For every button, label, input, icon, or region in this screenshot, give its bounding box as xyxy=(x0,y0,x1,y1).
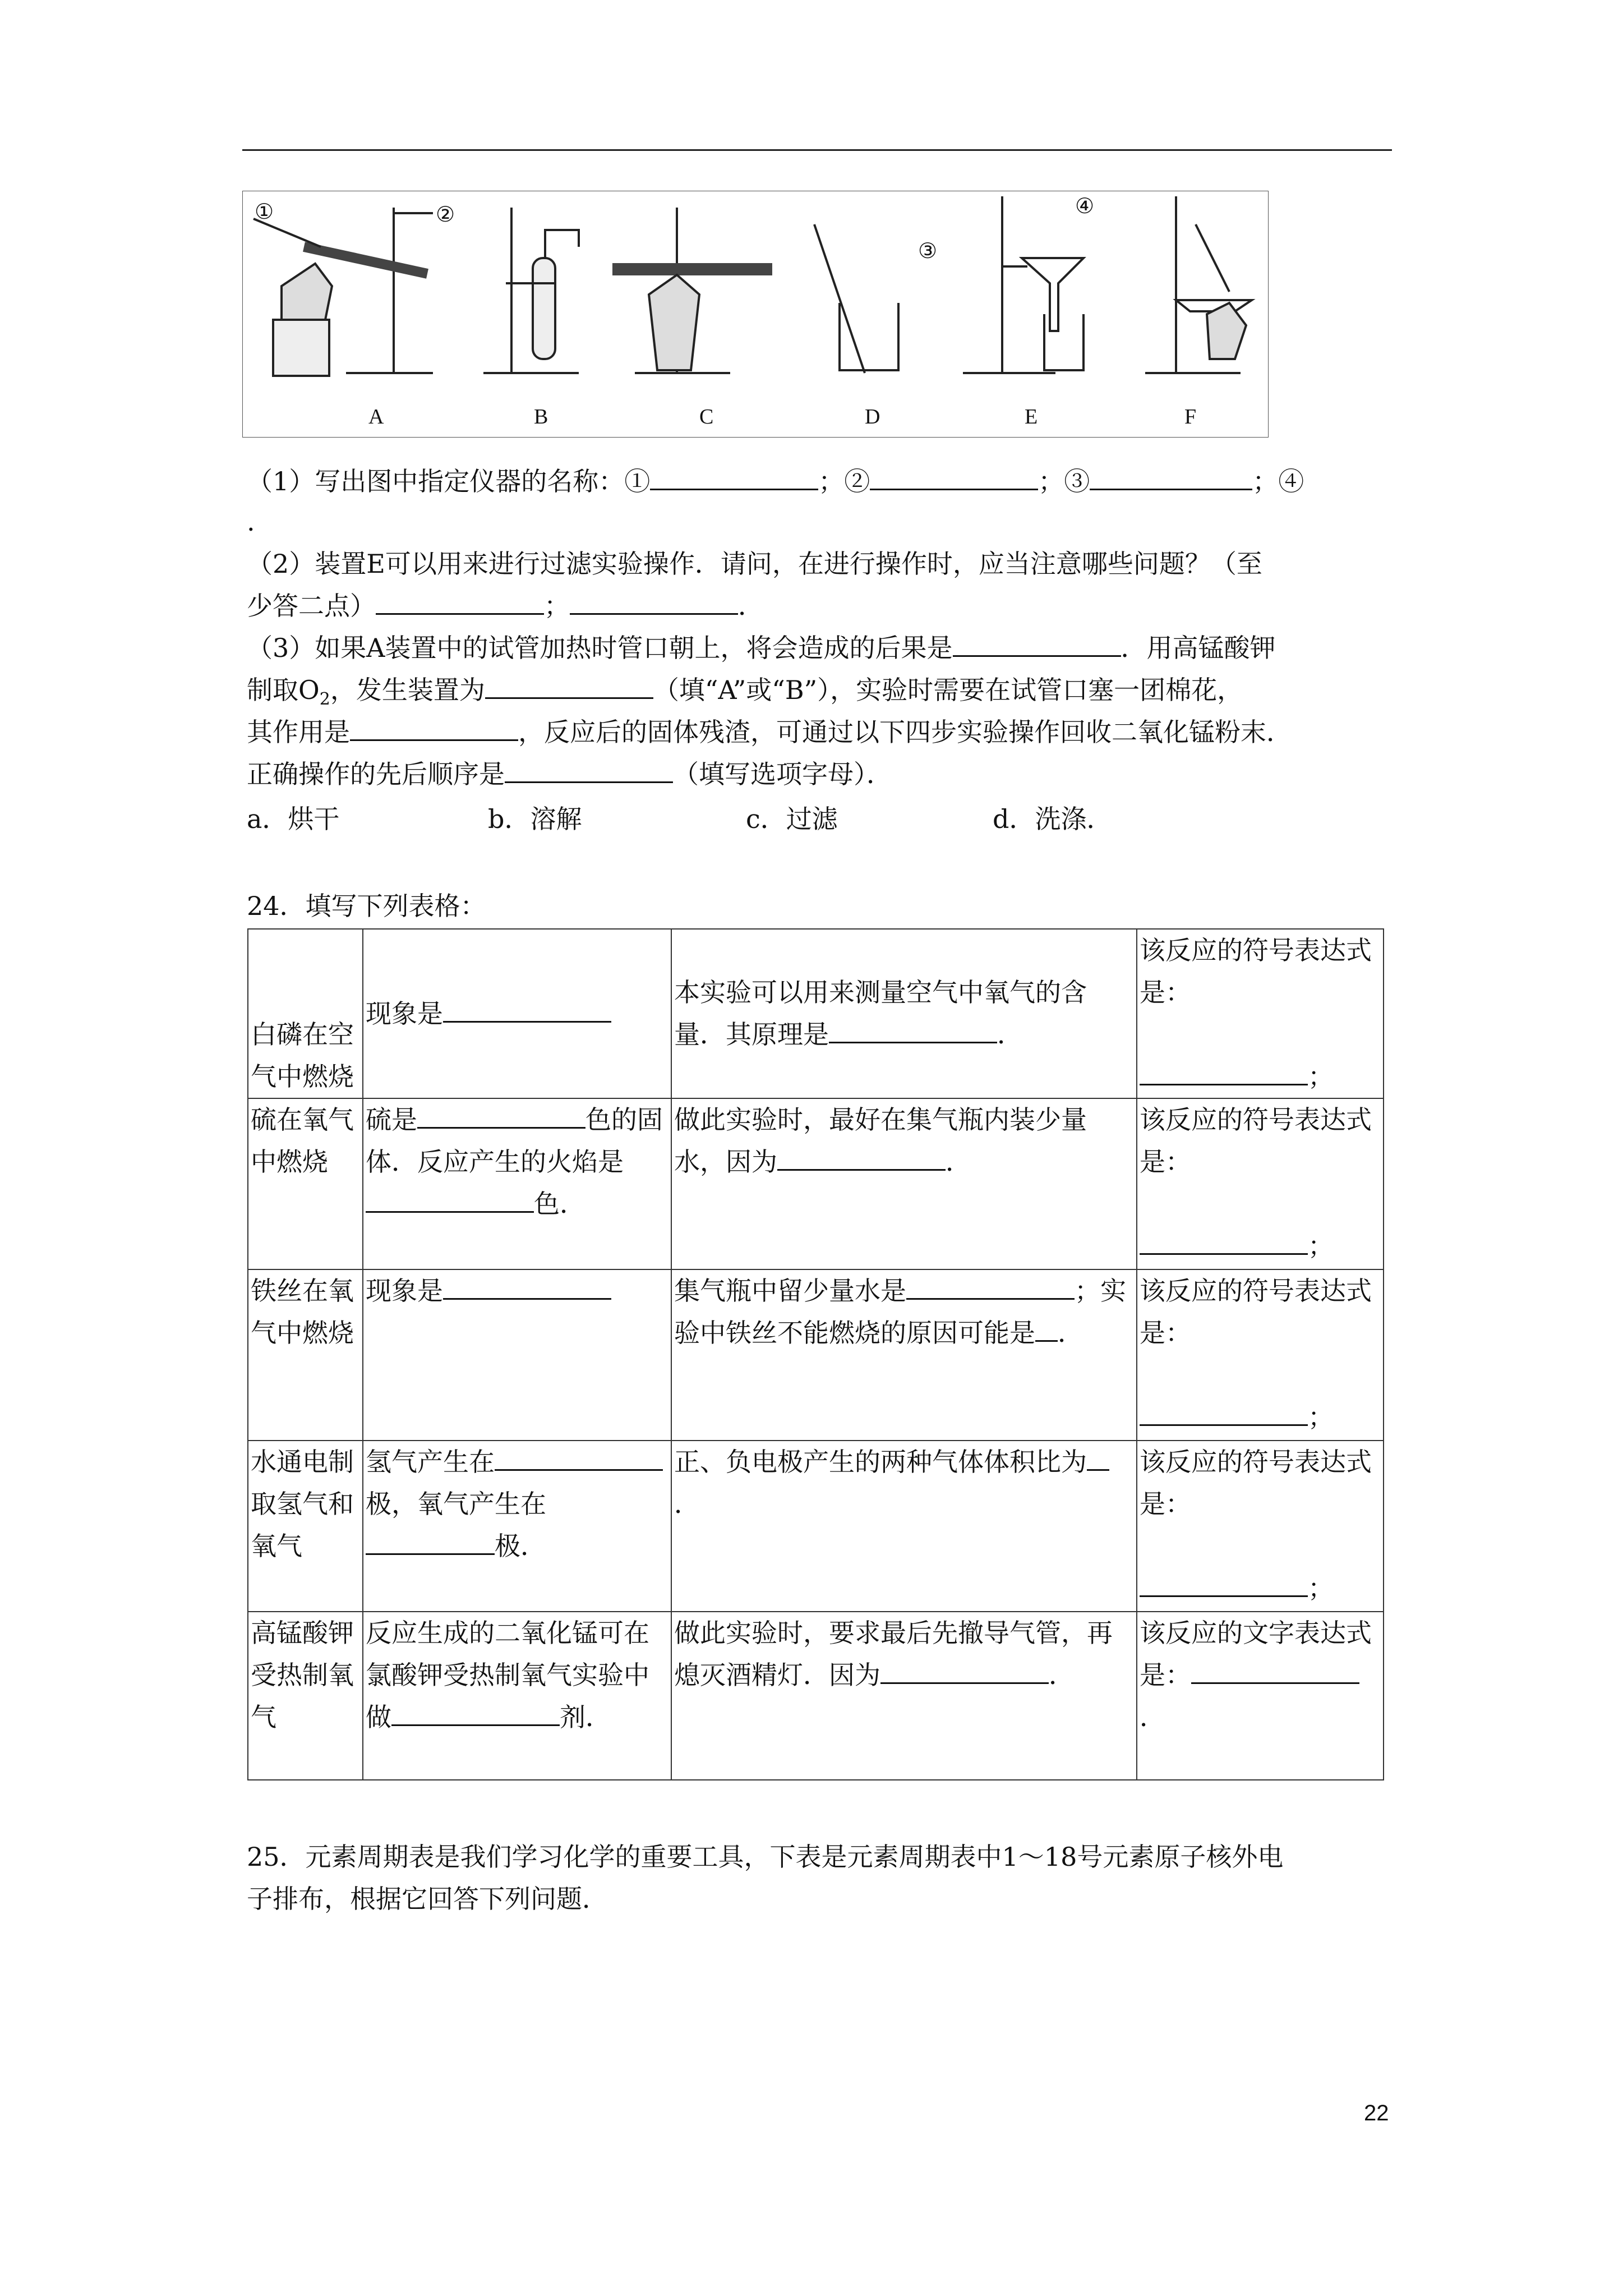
label-f: F xyxy=(1184,405,1197,429)
marker-3: ③ xyxy=(918,240,938,263)
blank-p3-4[interactable] xyxy=(505,757,673,783)
blank-p3-2[interactable] xyxy=(485,673,653,699)
label-a: A xyxy=(368,405,384,429)
q23-options xyxy=(247,797,1112,841)
blank-2[interactable] xyxy=(870,464,1038,490)
apparatus-figure xyxy=(242,191,1269,438)
row-name: 铁丝在氧气中燃烧 xyxy=(248,1269,363,1441)
blank[interactable] xyxy=(906,1273,1075,1300)
label-e: E xyxy=(1025,405,1038,429)
blank[interactable] xyxy=(777,1144,946,1171)
option-b: b．溶解 xyxy=(488,804,582,834)
blank-p3-1[interactable] xyxy=(953,631,1121,657)
marker-4: ④ xyxy=(1075,195,1095,218)
blank[interactable] xyxy=(1140,1228,1308,1255)
q24-table xyxy=(247,928,1384,1780)
blank[interactable] xyxy=(1087,1444,1109,1471)
blank-p2-2[interactable] xyxy=(570,588,738,615)
q23-part3-line1: （3）如果A装置中的试管加热时管口朝上，将会造成的后果是 ．用高锰酸钾 xyxy=(247,625,1276,670)
blank[interactable] xyxy=(829,1017,997,1043)
row-name: 硫在氧气中燃烧 xyxy=(248,1098,363,1269)
blank[interactable] xyxy=(880,1658,1049,1684)
option-d: d．洗涤． xyxy=(993,804,1113,834)
option-c: c．过滤 xyxy=(746,804,838,834)
q23-part3-line4: 正确操作的先后顺序是 （填写选项字母）． xyxy=(247,752,892,797)
blank-1[interactable] xyxy=(650,464,818,490)
blank[interactable] xyxy=(1035,1315,1058,1342)
q23-part1-end: . xyxy=(247,507,255,537)
blank[interactable] xyxy=(443,1273,611,1300)
blank[interactable] xyxy=(366,1186,534,1213)
q25-line1: 25．元素周期表是我们学习化学的重要工具，下表是元素周期表中1～18号元素原子核外电 xyxy=(247,1842,1284,1872)
q24-title: 24．填写下列表格： xyxy=(247,891,486,921)
option-a: a．烘干 xyxy=(247,804,340,834)
q23-part2-line2: 少答二点） ； ． xyxy=(247,583,764,628)
label-b: B xyxy=(534,405,548,429)
q23-part3-line3: 其作用是 ，反应后的固体残渣，可通过以下四步实验操作回收二氧化锰粉末． xyxy=(247,710,1292,754)
row-name: 白磷在空气中燃烧 xyxy=(248,929,363,1098)
blank[interactable] xyxy=(495,1444,663,1471)
label-d: D xyxy=(865,405,880,429)
blank-p3-3[interactable] xyxy=(350,715,518,741)
blank[interactable] xyxy=(391,1700,560,1726)
table-row: 高锰酸钾受热制氧气 反应生成的二氧化锰可在氯酸钾受热制氧气实验中做 剂． 做此实验时，要求最后先撤导气管，再熄灭酒精灯．因为 ． 该反应的文字表达式是：． xyxy=(248,1612,1384,1780)
label-c: C xyxy=(699,405,714,429)
marker-2: ② xyxy=(436,203,455,227)
table-row: 白磷在空气中燃烧 现象是 本实验可以用来测量空气中氧气的含量．其原理是 ． 该反应的符号表达式是： ； xyxy=(248,929,1384,1098)
q23-part1: （1）写出图中指定仪器的名称：① ；② ；③ ；④ xyxy=(247,459,1304,504)
blank[interactable] xyxy=(1140,1400,1308,1426)
blank[interactable] xyxy=(443,996,611,1023)
blank[interactable] xyxy=(1140,1059,1308,1085)
q25-line2: 子排布，根据它回答下列问题． xyxy=(247,1884,608,1914)
table-row: 铁丝在氧气中燃烧 现象是 集气瓶中留少量水是 ；实验中铁丝不能燃烧的原因可能是 ． 该反应的符号表达式是： ； xyxy=(248,1269,1384,1441)
blank[interactable] xyxy=(366,1529,495,1555)
table-row: 硫在氧气中燃烧 硫是 色的固体．反应产生的火焰是色． 做此实验时，最好在集气瓶内装少量水，因为 ． 该反应的符号表达式是： ； xyxy=(248,1098,1384,1269)
table-row: 水通电制取氢气和氧气 氢气产生在极，氧气产生在极． 正、负电极产生的两种气体体积比为． 该反应的符号表达式是： ； xyxy=(248,1441,1384,1612)
q23-part2-line1: （2）装置E可以用来进行过滤实验操作．请问，在进行操作时，应当注意哪些问题？（至 xyxy=(247,549,1262,579)
blank-3[interactable] xyxy=(1090,464,1252,490)
blank[interactable] xyxy=(1191,1658,1359,1684)
page-number: 22 xyxy=(1364,2101,1389,2125)
row-name: 水通电制取氢气和氧气 xyxy=(248,1441,363,1612)
marker-1: ① xyxy=(255,200,274,224)
q23-part3-line2: 制取$O_2$，发生装置为 （填“A”或“B”），实验时需要在试管口塞一团棉花， xyxy=(247,668,1243,722)
header-rule xyxy=(242,149,1392,151)
blank[interactable] xyxy=(1140,1571,1308,1597)
row-name: 高锰酸钾受热制氧气 xyxy=(248,1612,363,1780)
blank[interactable] xyxy=(417,1102,585,1129)
blank-p2-1[interactable] xyxy=(376,588,544,615)
